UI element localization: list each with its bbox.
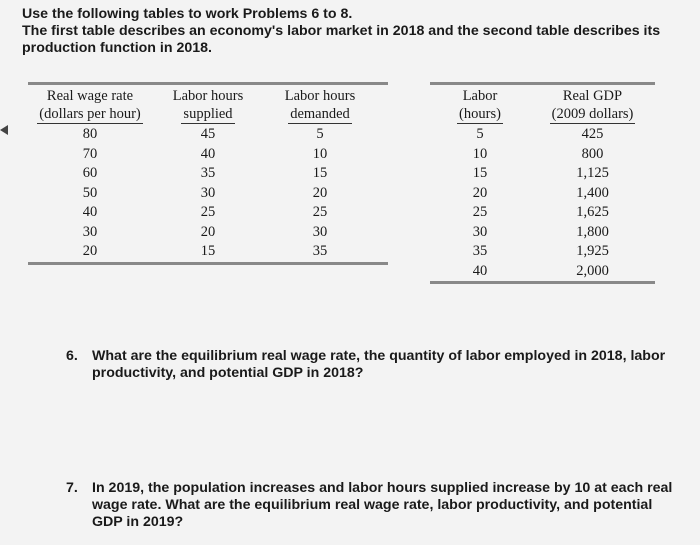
header-labor-demanded: Labor hours demanded: [284, 88, 356, 122]
table-row: 60 35 15: [82, 165, 328, 181]
table-bottom-rule: [430, 281, 655, 284]
header-real-gdp: Real GDP (2009 dollars): [551, 88, 634, 122]
production-function-table: [430, 82, 655, 284]
table-header: [430, 85, 655, 124]
labor-market-table: [28, 82, 388, 265]
question-number: 6.: [66, 348, 78, 364]
table-row: 70 40 10: [82, 145, 328, 162]
question-text: What are the equilibrium real wage rate, the quantity of labor employed in 2018, labor productivity, and potential GDP in 2018?: [92, 348, 666, 381]
table-row: 40 25 25: [82, 204, 328, 220]
table-row: 20 15 35: [82, 243, 328, 259]
question-6: [66, 348, 676, 382]
arrow-marker-icon: [0, 125, 8, 135]
table-row: 30 1,800: [472, 223, 609, 240]
table-row: 15 1,125: [472, 165, 609, 181]
table-header: [28, 85, 388, 124]
table-row: 50 30 20: [82, 184, 328, 201]
question-7: [66, 480, 676, 531]
intro-line-1: Use the following tables to work Problems 6 to 8.: [22, 6, 353, 22]
intro-text: [22, 6, 682, 57]
table-row: 25 1,625: [472, 204, 609, 220]
table-row: 20 1,400: [472, 184, 609, 201]
intro-line-2: The first table describes an economy's labor market in 2018 and the second table describes its production function in 2018.: [22, 23, 661, 56]
table-row: 30 20 30: [82, 223, 328, 240]
table-row: 40 2,000: [472, 262, 609, 279]
question-text: In 2019, the population increases and labor hours supplied increase by 10 at each real wage rate. What are the equilibrium real wage rate, labor productivity, and potential GDP in 2019?: [92, 480, 673, 530]
table-row: 10 800: [472, 145, 604, 162]
header-labor-hours: Labor (hours): [459, 88, 501, 122]
table-bottom-rule: [28, 262, 388, 265]
table-row: 5 425: [476, 126, 604, 142]
table-row: 80 45 5: [82, 126, 324, 142]
question-number: 7.: [66, 480, 78, 496]
table-row: 35 1,925: [472, 243, 609, 259]
header-labor-supplied: Labor hours supplied: [172, 88, 244, 122]
header-real-wage: Real wage rate (dollars per hour): [39, 88, 141, 122]
